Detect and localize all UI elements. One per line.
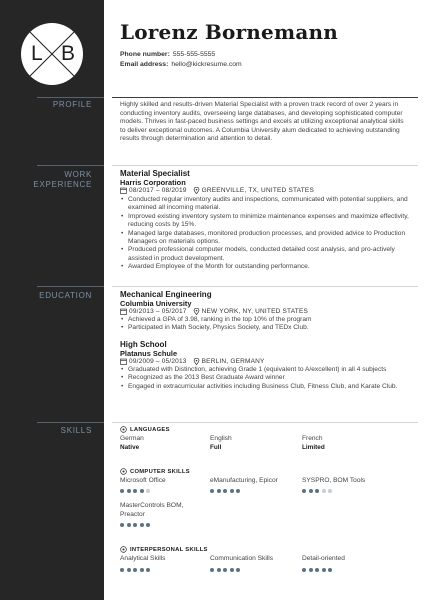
rating-dot xyxy=(315,568,319,572)
sidebar xyxy=(0,0,104,600)
language-name: French xyxy=(302,435,323,442)
rating-dot xyxy=(146,568,150,572)
skill-name: Analytical Skills xyxy=(120,555,166,562)
languages-heading: LANGUAGES xyxy=(120,426,170,433)
rating-dot xyxy=(217,568,221,572)
skill-name: eManufacturing, Epicor xyxy=(210,477,278,484)
skill-name: Microsoft Office xyxy=(120,477,166,484)
language-level: Native xyxy=(120,444,140,451)
job-bullets xyxy=(120,196,410,272)
rating-dot xyxy=(217,489,221,493)
contact-phone xyxy=(120,50,215,59)
logo-letter-left: L xyxy=(31,42,43,65)
education-location: BERLIN, GERMANY xyxy=(201,358,265,365)
skill-name: MasterControls BOM, Preactor xyxy=(120,502,184,518)
list-item: • Awarded Employee of the Month for outstanding performance. xyxy=(120,263,410,271)
rating-dot xyxy=(127,489,131,493)
section-label-education: EDUCATION xyxy=(39,291,92,300)
job-location: GREENVILLE, TX, UNITED STATES xyxy=(201,187,314,194)
interpersonal-skills-heading: INTERPERSONAL SKILLS xyxy=(120,546,208,553)
section-label-profile: PROFILE xyxy=(52,100,92,109)
contact-email xyxy=(120,60,242,69)
rating-dot xyxy=(210,489,214,493)
rating-dot xyxy=(309,568,313,572)
email-label: Email address: xyxy=(120,61,169,68)
candidate-name: Lorenz Bornemann xyxy=(120,20,338,44)
rating-dot xyxy=(133,568,137,572)
main-divider xyxy=(112,422,418,423)
location-pin-icon xyxy=(193,187,200,194)
language-level: Full xyxy=(210,444,222,451)
rating-dot xyxy=(127,523,131,527)
rating-dot xyxy=(140,568,144,572)
job-title: Material Specialist xyxy=(120,169,190,178)
rating-dot xyxy=(210,568,214,572)
language-name: English xyxy=(210,435,232,442)
sidebar-divider xyxy=(37,97,104,98)
rating-dot xyxy=(146,523,150,527)
degree-title: High School xyxy=(120,340,167,349)
skill-rating xyxy=(120,489,150,493)
list-item: • Recognized as the 2013 Best Graduate Award winner xyxy=(120,374,410,382)
school-name: Platanus Schule xyxy=(120,349,178,358)
rating-dot xyxy=(127,568,131,572)
skill-rating xyxy=(210,568,240,572)
rating-dot xyxy=(315,489,319,493)
rating-dot xyxy=(140,489,144,493)
language-level: Limited xyxy=(302,444,325,451)
rating-dot xyxy=(322,489,326,493)
list-item: • Graduated with Distinction, achieving Grade 1 (equivalent to A/excellent) in all 4 subjects xyxy=(120,366,410,374)
main-divider xyxy=(112,165,418,166)
education-bullets xyxy=(120,366,410,391)
calendar-icon xyxy=(120,358,127,365)
education-meta xyxy=(120,358,265,365)
section-label-skills: SKILLS xyxy=(60,426,92,435)
skill-name: SYSPRO, BOM Tools xyxy=(302,477,366,484)
skill-rating xyxy=(302,489,332,493)
phone-value: 555-555-5555 xyxy=(172,51,216,58)
rating-dot xyxy=(133,523,137,527)
calendar-icon xyxy=(120,308,127,315)
section-label-experience: EXPERIENCE xyxy=(33,180,92,189)
location-pin-icon xyxy=(193,308,200,315)
rating-dot xyxy=(140,523,144,527)
skill-rating xyxy=(120,523,150,527)
email-value[interactable]: hello@kickresume.com xyxy=(171,61,242,68)
computer-skills-heading: COMPUTER SKILLS xyxy=(120,468,190,475)
rating-dot xyxy=(120,568,124,572)
rating-dot xyxy=(236,489,240,493)
rating-dot xyxy=(120,523,124,527)
section-label-work: WORK xyxy=(64,170,92,179)
rating-dot xyxy=(302,489,306,493)
skill-name: Communication Skills xyxy=(210,555,274,562)
list-item: • Managed large databases, monitored production processes, and provided advice to Production Managers on materials options. xyxy=(120,230,410,247)
circle-bullet-icon xyxy=(120,546,127,553)
main-divider xyxy=(112,286,418,287)
list-item: • Engaged in extracurricular activities including Business Club, Fitness Club, and Karate Club. xyxy=(120,383,410,391)
skill-rating xyxy=(120,568,150,572)
main-divider xyxy=(112,97,418,98)
job-dates: 08/2017 – 08/2019 xyxy=(129,187,187,194)
education-dates: 09/2013 – 05/2017 xyxy=(129,308,187,315)
rating-dot xyxy=(230,489,234,493)
list-item: • Conducted regular inventory audits and inspections, communicated with potential suppliers, and examined all incoming material. xyxy=(120,196,410,213)
circle-bullet-icon xyxy=(120,468,127,475)
rating-dot xyxy=(223,489,227,493)
sidebar-divider xyxy=(37,286,104,287)
list-item: • Achieved a GPA of 3.98, ranking in the top 10% of the program xyxy=(120,316,410,324)
phone-label: Phone number: xyxy=(120,51,170,58)
profile-summary: Highly skilled and results-driven Material Specialist with a proven track record of over 2 years in conducting inventory audits, overseeing large databases, and developing sophisticated computer models. Thrives in fast-paced business settings and excels at utilizing exceptional analytical skills to deliver exceptional outcomes. A Columbia University alum dedicated to achieving outstanding results through determination and attention to detail. xyxy=(120,101,404,143)
list-item: • Produced professional computer models, conducted detailed cost analysis, and pro-actively assisted in product development. xyxy=(120,246,410,263)
rating-dot xyxy=(133,489,137,493)
calendar-icon xyxy=(120,187,127,194)
sidebar-divider xyxy=(37,422,104,423)
list-item: • Improved existing inventory system to minimize maintenance expenses and maximize effectivity, reducing costs by 15%. xyxy=(120,213,410,230)
monogram-logo xyxy=(21,23,83,85)
rating-dot xyxy=(309,489,313,493)
job-meta xyxy=(120,187,314,194)
resume-main xyxy=(104,0,424,600)
circle-bullet-icon xyxy=(120,426,127,433)
job-employer: Harris Corporation xyxy=(120,178,186,187)
rating-dot xyxy=(120,489,124,493)
skill-name: Detail-oriented xyxy=(302,555,345,562)
language-name: German xyxy=(120,435,144,442)
rating-dot xyxy=(302,568,306,572)
education-location: NEW YORK, NY, UNITED STATES xyxy=(201,308,309,315)
rating-dot xyxy=(328,568,332,572)
school-name: Columbia University xyxy=(120,299,192,308)
rating-dot xyxy=(230,568,234,572)
rating-dot xyxy=(328,489,332,493)
rating-dot xyxy=(146,489,150,493)
sidebar-divider xyxy=(37,165,104,166)
degree-title: Mechanical Engineering xyxy=(120,290,212,299)
list-item: • Participated in Math Society, Physics Society, and TEDx Club. xyxy=(120,324,410,332)
location-pin-icon xyxy=(193,358,200,365)
skill-rating xyxy=(210,489,240,493)
logo-letter-right: B xyxy=(61,42,76,65)
skill-rating xyxy=(302,568,332,572)
rating-dot xyxy=(236,568,240,572)
education-meta xyxy=(120,308,308,315)
rating-dot xyxy=(223,568,227,572)
rating-dot xyxy=(322,568,326,572)
education-dates: 09/2009 – 05/2013 xyxy=(129,358,187,365)
education-bullets xyxy=(120,316,410,333)
